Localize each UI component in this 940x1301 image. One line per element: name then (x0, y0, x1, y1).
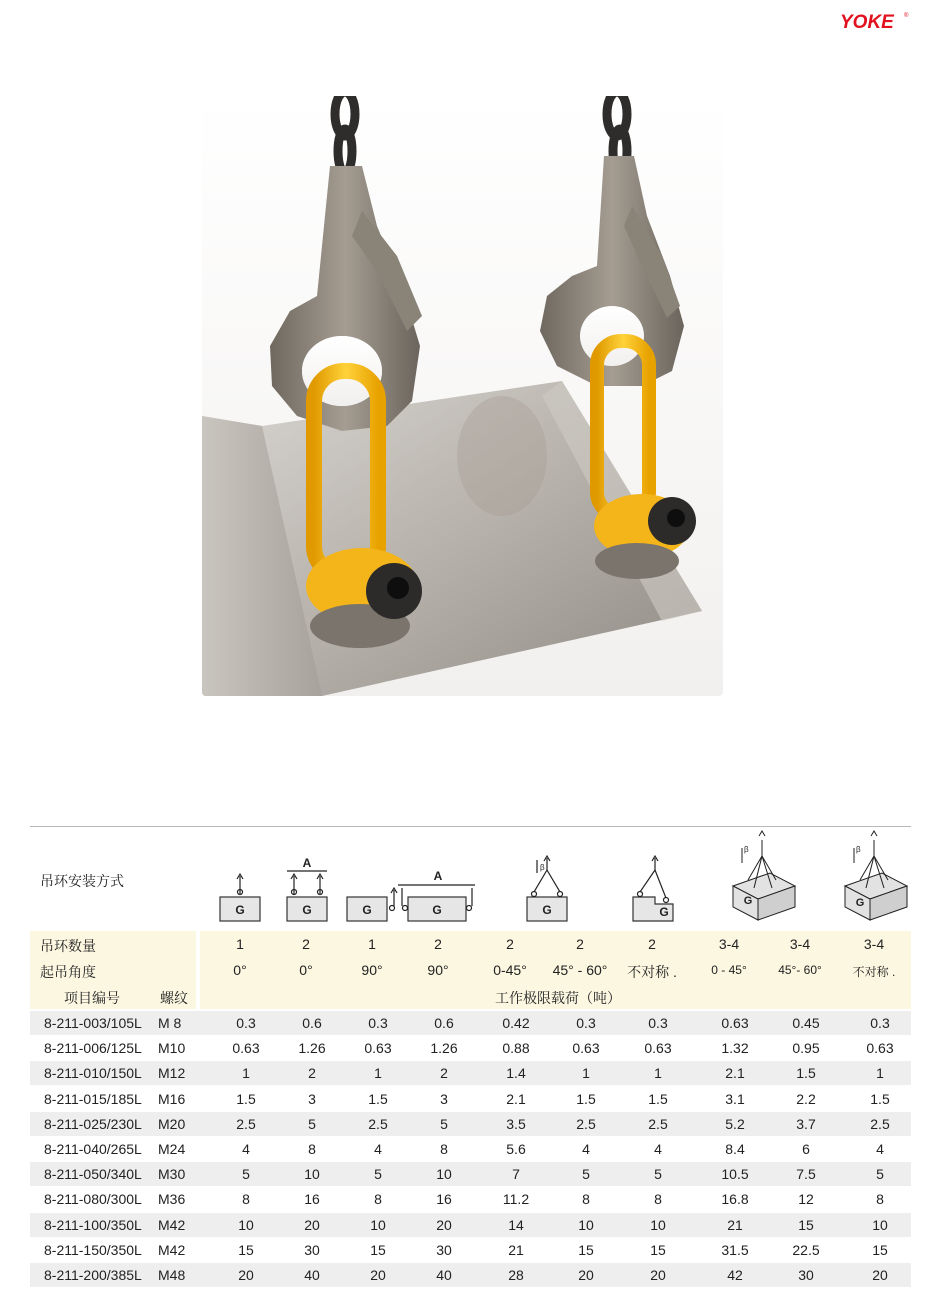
item-number-cell: 8-211-150/350L (44, 1242, 142, 1258)
item-number-cell: 8-211-100/350L (44, 1217, 142, 1233)
column-quantity: 2 (576, 936, 584, 952)
load-value-cell: 8 (582, 1191, 590, 1207)
load-value-cell: 5.6 (506, 1141, 526, 1157)
item-number-cell: 8-211-040/265L (44, 1141, 142, 1157)
load-value-cell: 30 (436, 1242, 452, 1258)
load-value-cell: 0.88 (502, 1040, 530, 1056)
product-photo (202, 96, 723, 696)
load-value-cell: 5 (876, 1166, 884, 1182)
load-value-cell: 0.63 (364, 1040, 392, 1056)
load-value-cell: 10 (238, 1217, 254, 1233)
load-value-cell: 1.32 (721, 1040, 749, 1056)
load-value-cell: 2.5 (236, 1116, 256, 1132)
load-value-cell: 28 (508, 1267, 524, 1283)
load-value-cell: 3 (440, 1091, 448, 1107)
item-number-cell: 8-211-025/230L (44, 1116, 142, 1132)
column-angle: 45° - 60° (552, 962, 608, 978)
load-value-cell: 10 (304, 1166, 320, 1182)
thread-cell: M30 (158, 1166, 186, 1182)
load-value-cell: 21 (727, 1217, 743, 1233)
load-value-cell: 8 (242, 1191, 250, 1207)
load-value-cell: 0.6 (434, 1015, 454, 1031)
column-quantity: 1 (368, 936, 376, 952)
yoke-logo (838, 10, 910, 32)
diagram-letter-g: G (542, 903, 552, 917)
load-value-cell: 6 (802, 1141, 810, 1157)
load-value-cell: 15 (578, 1242, 594, 1258)
load-value-cell: 5 (582, 1166, 590, 1182)
column-angle: 不对称 . (852, 965, 896, 979)
diagram-letter-g: G (362, 903, 372, 917)
item-number-cell: 8-211-050/340L (44, 1166, 142, 1182)
load-value-cell: 5 (440, 1116, 448, 1132)
diagram-letter-beta: β (540, 863, 545, 872)
column-angle: 45°- 60° (778, 963, 822, 977)
load-value-cell: 3 (308, 1091, 316, 1107)
load-value-cell: 0.63 (572, 1040, 600, 1056)
wll-label: 工作极限载荷（吨） (495, 990, 621, 1006)
diagram-letter-beta: β (856, 845, 861, 854)
load-value-cell: 40 (304, 1267, 320, 1283)
column-angle: 90° (427, 962, 449, 978)
load-value-cell: 0.3 (368, 1015, 388, 1031)
column-angle: 不对称 . (627, 964, 677, 980)
load-value-cell: 2 (308, 1065, 316, 1081)
load-value-cell: 10 (650, 1217, 666, 1233)
item-number-label: 项目编号 (64, 990, 120, 1006)
thread-cell: M24 (158, 1141, 186, 1157)
load-value-cell: 2.1 (725, 1065, 745, 1081)
load-value-cell: 10 (370, 1217, 386, 1233)
diagram-letter-g: G (302, 903, 312, 917)
load-value-cell: 30 (798, 1267, 814, 1283)
svg-text:YOKE: YOKE (840, 12, 894, 32)
load-value-cell: 8 (876, 1191, 884, 1207)
load-value-cell: 0.3 (648, 1015, 668, 1031)
load-value-cell: 40 (436, 1267, 452, 1283)
load-value-cell: 5 (308, 1116, 316, 1132)
thread-cell: M36 (158, 1191, 186, 1207)
load-value-cell: 22.5 (792, 1242, 820, 1258)
item-number-cell: 8-211-006/125L (44, 1040, 142, 1056)
column-quantity: 3-4 (789, 936, 811, 952)
load-value-cell: 1 (242, 1065, 250, 1081)
load-value-cell: 0.3 (576, 1015, 596, 1031)
column-quantity: 3-4 (718, 936, 740, 952)
load-value-cell: 5 (374, 1166, 382, 1182)
load-value-cell: 4 (242, 1141, 250, 1157)
load-value-cell: 1.5 (796, 1065, 816, 1081)
load-value-cell: 15 (238, 1242, 254, 1258)
load-value-cell: 5 (242, 1166, 250, 1182)
load-value-cell: 8 (374, 1191, 382, 1207)
item-number-cell: 8-211-080/300L (44, 1191, 142, 1207)
load-value-cell: 8 (308, 1141, 316, 1157)
load-value-cell: 20 (370, 1267, 386, 1283)
angle-label: 起吊角度 (40, 964, 96, 980)
load-value-cell: 11.2 (502, 1191, 530, 1207)
thread-cell: M12 (158, 1065, 186, 1081)
load-value-cell: 15 (798, 1217, 814, 1233)
thread-cell: M 8 (158, 1015, 182, 1031)
load-value-cell: 20 (238, 1267, 254, 1283)
load-value-cell: 2 (440, 1065, 448, 1081)
load-value-cell: 4 (374, 1141, 382, 1157)
load-value-cell: 1 (582, 1065, 590, 1081)
quantity-label: 吊环数量 (40, 938, 96, 954)
diagram-letter-a: A (433, 869, 443, 883)
load-value-cell: 7 (512, 1166, 520, 1182)
diagram-letter-a: A (302, 856, 312, 870)
load-value-cell: 1 (654, 1065, 662, 1081)
item-number-cell: 8-211-200/385L (44, 1267, 142, 1283)
load-value-cell: 2.2 (796, 1091, 816, 1107)
column-angle: 0-45° (493, 962, 527, 978)
thread-cell: M48 (158, 1267, 186, 1283)
diagram-letter-g: G (659, 905, 669, 919)
load-value-cell: 3.7 (796, 1116, 816, 1132)
load-value-cell: 0.95 (792, 1040, 820, 1056)
thread-cell: M42 (158, 1242, 186, 1258)
installation-diagrams (0, 828, 940, 928)
item-number-cell: 8-211-010/150L (44, 1065, 142, 1081)
load-value-cell: 2.5 (576, 1116, 596, 1132)
load-value-cell: 1.26 (298, 1040, 326, 1056)
load-value-cell: 21 (508, 1242, 524, 1258)
load-value-cell: 1.26 (430, 1040, 458, 1056)
load-value-cell: 0.6 (302, 1015, 322, 1031)
load-value-cell: 15 (370, 1242, 386, 1258)
load-value-cell: 1.5 (870, 1091, 890, 1107)
load-value-cell: 4 (654, 1141, 662, 1157)
load-value-cell: 20 (872, 1267, 888, 1283)
load-value-cell: 10.5 (721, 1166, 749, 1182)
diagram-letter-g: G (432, 903, 442, 917)
column-quantity: 2 (434, 936, 442, 952)
table-top-rule (30, 826, 911, 827)
load-value-cell: 0.63 (232, 1040, 260, 1056)
load-value-cell: 30 (304, 1242, 320, 1258)
load-value-cell: 20 (578, 1267, 594, 1283)
load-value-cell: 4 (876, 1141, 884, 1157)
column-angle: 90° (361, 962, 383, 978)
thread-cell: M20 (158, 1116, 186, 1132)
thread-label: 螺纹 (160, 990, 188, 1006)
diagram-letter-beta: β (744, 845, 749, 854)
load-value-cell: 1 (374, 1065, 382, 1081)
load-value-cell: 3.5 (506, 1116, 526, 1132)
diagram-letter-g: G (235, 903, 245, 917)
load-value-cell: 4 (582, 1141, 590, 1157)
thread-cell: M16 (158, 1091, 186, 1107)
load-value-cell: 1.5 (368, 1091, 388, 1107)
item-number-cell: 8-211-015/185L (44, 1091, 142, 1107)
load-value-cell: 1.5 (576, 1091, 596, 1107)
svg-text:®: ® (904, 13, 909, 19)
load-value-cell: 16 (304, 1191, 320, 1207)
diagram-letter-g: G (855, 897, 865, 909)
load-value-cell: 0.3 (870, 1015, 890, 1031)
load-value-cell: 0.63 (866, 1040, 894, 1056)
column-angle: 0° (299, 962, 313, 978)
load-value-cell: 8 (654, 1191, 662, 1207)
load-value-cell: 0.3 (236, 1015, 256, 1031)
load-value-cell: 0.42 (502, 1015, 530, 1031)
load-value-cell: 1.4 (506, 1065, 526, 1081)
thread-cell: M42 (158, 1217, 186, 1233)
load-value-cell: 12 (798, 1191, 814, 1207)
load-value-cell: 15 (650, 1242, 666, 1258)
load-value-cell: 5 (654, 1166, 662, 1182)
load-value-cell: 16 (436, 1191, 452, 1207)
load-value-cell: 3.1 (725, 1091, 745, 1107)
load-value-cell: 31.5 (721, 1242, 749, 1258)
column-quantity: 3-4 (863, 936, 885, 952)
diagram-letter-g: G (743, 895, 753, 907)
item-number-cell: 8-211-003/105L (44, 1015, 142, 1031)
column-quantity: 2 (648, 936, 656, 952)
load-value-cell: 0.63 (644, 1040, 672, 1056)
load-value-cell: 7.5 (796, 1166, 816, 1182)
load-value-cell: 1.5 (236, 1091, 256, 1107)
load-value-cell: 8.4 (725, 1141, 745, 1157)
load-value-cell: 20 (304, 1217, 320, 1233)
load-value-cell: 10 (436, 1166, 452, 1182)
load-value-cell: 16.8 (721, 1191, 749, 1207)
load-value-cell: 14 (508, 1217, 524, 1233)
column-quantity: 2 (302, 936, 310, 952)
load-value-cell: 2.1 (506, 1091, 526, 1107)
load-value-cell: 2.5 (648, 1116, 668, 1132)
load-value-cell: 2.5 (870, 1116, 890, 1132)
load-value-cell: 2.5 (368, 1116, 388, 1132)
column-angle: 0 - 45° (711, 963, 747, 977)
install-method-label: 吊环安装方式 (40, 873, 124, 889)
load-value-cell: 15 (872, 1242, 888, 1258)
column-quantity: 2 (506, 936, 514, 952)
load-value-cell: 42 (727, 1267, 743, 1283)
load-value-cell: 8 (440, 1141, 448, 1157)
load-value-cell: 0.45 (792, 1015, 820, 1031)
load-value-cell: 1 (876, 1065, 884, 1081)
load-value-cell: 1.5 (648, 1091, 668, 1107)
load-value-cell: 0.63 (721, 1015, 749, 1031)
load-value-cell: 20 (650, 1267, 666, 1283)
load-value-cell: 20 (436, 1217, 452, 1233)
thread-cell: M10 (158, 1040, 186, 1056)
column-angle: 0° (233, 962, 247, 978)
load-value-cell: 10 (872, 1217, 888, 1233)
load-value-cell: 5.2 (725, 1116, 745, 1132)
column-quantity: 1 (236, 936, 244, 952)
load-value-cell: 10 (578, 1217, 594, 1233)
